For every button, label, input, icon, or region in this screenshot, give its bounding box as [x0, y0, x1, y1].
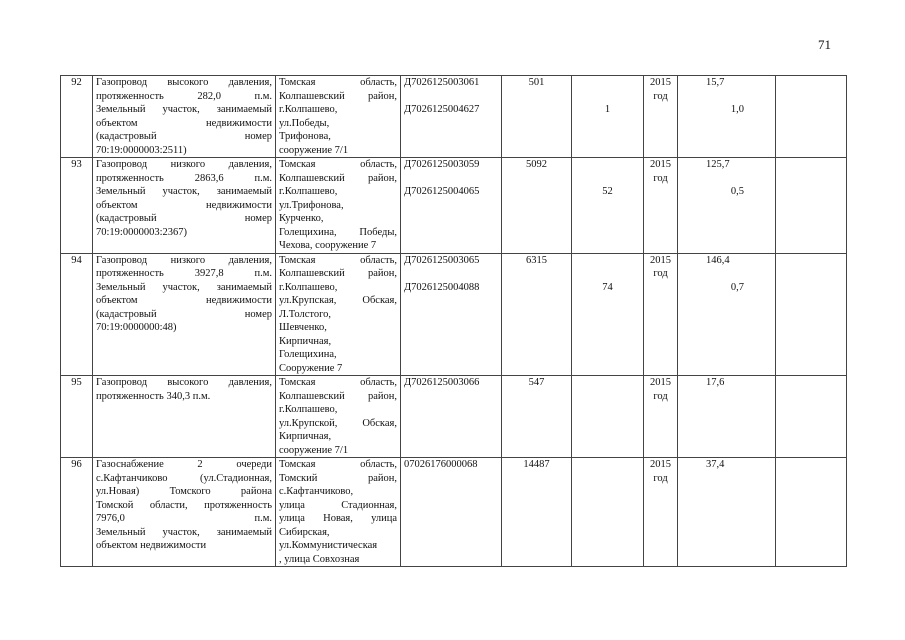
object-name-line: Земельный участок, занимаемый: [96, 526, 272, 538]
row-number-cell: [61, 458, 93, 567]
address-cell: [276, 376, 401, 458]
object-name-line: 7976,0 п.м.: [96, 513, 272, 524]
address-line: Сибирская,: [279, 526, 330, 538]
row-number: 93: [71, 159, 82, 170]
address-line: , улица Совхозная: [279, 553, 360, 565]
year-unit: год: [653, 268, 668, 279]
land-inventory-number: Д7026125004088: [404, 281, 480, 293]
row-number: 96: [71, 459, 82, 470]
object-name-cell: [93, 376, 276, 458]
address-line: Сооружение 7: [279, 362, 343, 374]
inventory-number: Д7026125003065: [404, 254, 480, 266]
note-cell: [776, 158, 847, 254]
address-line: Томский район,: [279, 472, 397, 484]
address-line: Томская область,: [279, 254, 397, 266]
year-value: 2015: [650, 254, 671, 266]
object-name-line: Газопровод высокого давления,: [96, 77, 272, 88]
address-line: Голещихина, Победы,: [279, 226, 397, 238]
address-line: Л.Толстого,: [279, 308, 332, 320]
length-cell: [502, 253, 572, 376]
year-cell: [644, 458, 678, 567]
address-line: ул.Крупской, Обская,: [279, 417, 397, 429]
length-cell: [502, 158, 572, 254]
inventory-number-cell: [401, 376, 502, 458]
value-cell: [678, 76, 776, 158]
object-name-cell: [93, 158, 276, 254]
year-cell: [644, 376, 678, 458]
year-unit: год: [653, 390, 668, 402]
inventory-number: 07026176000068: [404, 459, 478, 470]
object-name-line: объектом недвижимости: [96, 117, 272, 129]
note-cell: [776, 76, 847, 158]
address-line: Голещихина,: [279, 349, 337, 360]
address-line: г.Колпашево,: [279, 404, 338, 415]
table-row: [61, 253, 847, 376]
year-value: 2015: [650, 77, 671, 88]
row-number-cell: [61, 253, 93, 376]
note-cell: [776, 376, 847, 458]
object-name-line: 70:19:0000003:2367): [96, 226, 187, 238]
table-row: [61, 376, 847, 458]
value-primary: 37,4: [706, 459, 725, 470]
length-value: 501: [528, 77, 545, 88]
year-value: 2015: [650, 459, 671, 470]
address-line: с.Кафтанчиково,: [279, 486, 354, 497]
address-line: Колпашевский район,: [279, 390, 397, 402]
length-cell: [502, 458, 572, 567]
address-line: ул.Крупская, Обская,: [279, 295, 397, 306]
value-secondary: 0,5: [730, 186, 744, 197]
year-cell: [644, 158, 678, 254]
address-line: Колпашевский район,: [279, 268, 397, 279]
table-row: [61, 76, 847, 158]
address-line: Кирпичная,: [279, 431, 332, 442]
inventory-number-cell: [401, 158, 502, 254]
address-line: Томская область,: [279, 377, 397, 388]
length-value: 14487: [523, 459, 550, 470]
area-cell: [572, 458, 644, 567]
value-primary: 125,7: [706, 159, 730, 170]
object-name-line: Земельный участок, занимаемый: [96, 281, 272, 293]
address-line: Шевченко,: [279, 322, 327, 333]
length-value: 5092: [526, 159, 547, 170]
address-cell: [276, 253, 401, 376]
length-value: 6315: [526, 254, 547, 266]
object-name-line: (кадастровый номер: [96, 213, 272, 224]
object-name-line: Земельный участок, занимаемый: [96, 104, 272, 115]
object-name-line: объектом недвижимости: [96, 199, 272, 211]
address-cell: [276, 158, 401, 254]
object-name-line: (кадастровый номер: [96, 131, 272, 142]
value-secondary: 0,7: [730, 281, 744, 293]
area-cell: [572, 158, 644, 254]
year-unit: год: [653, 472, 668, 484]
object-name-line: Газоснабжение 2 очереди: [96, 459, 272, 470]
row-number: 95: [71, 377, 82, 388]
object-name-line: Земельный участок, занимаемый: [96, 186, 272, 197]
inventory-number-cell: [401, 76, 502, 158]
object-name-cell: [93, 458, 276, 567]
object-name-cell: [93, 76, 276, 158]
note-cell: [776, 253, 847, 376]
address-line: сооружение 7/1: [279, 144, 349, 156]
inventory-number: Д7026125003066: [404, 377, 480, 388]
area-value: 1: [604, 104, 611, 115]
object-name-cell: [93, 253, 276, 376]
inventory-number: Д7026125003061: [404, 77, 480, 88]
address-line: г.Колпашево,: [279, 186, 338, 197]
year-unit: год: [653, 172, 668, 184]
object-name-line: с.Кафтанчиково (ул.Стадионная,: [96, 472, 272, 484]
table-row: [61, 158, 847, 254]
value-cell: [678, 376, 776, 458]
row-number: 92: [71, 77, 82, 88]
address-line: Томская область,: [279, 77, 397, 88]
object-name-line: протяженность 3927,8 п.м.: [96, 268, 272, 279]
address-line: улица Стадионная,: [279, 499, 397, 511]
object-name-line: Газопровод высокого давления,: [96, 377, 272, 388]
object-name-line: протяженность 340,3 п.м.: [96, 390, 211, 402]
object-name-line: (кадастровый номер: [96, 308, 272, 320]
area-value: 52: [602, 186, 613, 197]
address-line: г.Колпашево,: [279, 281, 338, 293]
length-cell: [502, 76, 572, 158]
address-line: Колпашевский район,: [279, 90, 397, 102]
year-value: 2015: [650, 159, 671, 170]
value-cell: [678, 158, 776, 254]
note-cell: [776, 458, 847, 567]
row-number-cell: [61, 76, 93, 158]
table-row: [61, 458, 847, 567]
address-cell: [276, 458, 401, 567]
object-name-line: объектом недвижимости: [96, 540, 207, 551]
address-line: Трифонова,: [279, 131, 331, 142]
object-name-line: протяженность 2863,6 п.м.: [96, 172, 272, 184]
year-cell: [644, 76, 678, 158]
address-line: сооружение 7/1: [279, 444, 349, 456]
row-number: 94: [71, 254, 82, 266]
address-line: ул.Трифонова,: [279, 199, 344, 211]
area-cell: [572, 376, 644, 458]
value-primary: 146,4: [706, 254, 730, 266]
value-primary: 15,7: [706, 77, 725, 88]
object-name-line: ул.Новая) Томского района: [96, 486, 272, 497]
value-cell: [678, 458, 776, 567]
area-value: 74: [602, 281, 613, 293]
value-cell: [678, 253, 776, 376]
address-line: Томская область,: [279, 459, 397, 470]
row-number-cell: [61, 158, 93, 254]
page-number: 71: [818, 37, 831, 52]
land-inventory-number: Д7026125004627: [404, 104, 480, 115]
object-name-line: Газопровод низкого давления,: [96, 254, 272, 266]
object-name-line: Газопровод низкого давления,: [96, 159, 272, 170]
land-inventory-number: Д7026125004065: [404, 186, 480, 197]
length-value: 547: [528, 377, 545, 388]
object-name-line: объектом недвижимости: [96, 295, 272, 306]
object-name-line: Томской области, протяженность: [96, 499, 272, 511]
inventory-number: Д7026125003059: [404, 159, 480, 170]
year-cell: [644, 253, 678, 376]
address-line: Чехова, сооружение 7: [279, 240, 377, 251]
address-cell: [276, 76, 401, 158]
address-line: Колпашевский район,: [279, 172, 397, 184]
year-value: 2015: [650, 377, 671, 388]
year-unit: год: [653, 90, 668, 102]
address-line: улица Новая, улица: [279, 513, 397, 524]
area-cell: [572, 76, 644, 158]
inventory-number-cell: [401, 458, 502, 567]
object-name-line: 70:19:0000003:2511): [96, 144, 187, 156]
object-name-line: 70:19:0000000:48): [96, 322, 177, 333]
length-cell: [502, 376, 572, 458]
address-line: Томская область,: [279, 159, 397, 170]
row-number-cell: [61, 376, 93, 458]
value-primary: 17,6: [706, 377, 725, 388]
registry-table: [60, 75, 847, 567]
address-line: Кирпичная,: [279, 335, 332, 347]
address-line: Курченко,: [279, 213, 324, 224]
inventory-number-cell: [401, 253, 502, 376]
value-secondary: 1,0: [730, 104, 744, 115]
area-cell: [572, 253, 644, 376]
address-line: ул.Победы,: [279, 117, 330, 129]
address-line: ул.Коммунистическая: [279, 540, 378, 551]
address-line: г.Колпашево,: [279, 104, 338, 115]
object-name-line: протяженность 282,0 п.м.: [96, 90, 272, 102]
